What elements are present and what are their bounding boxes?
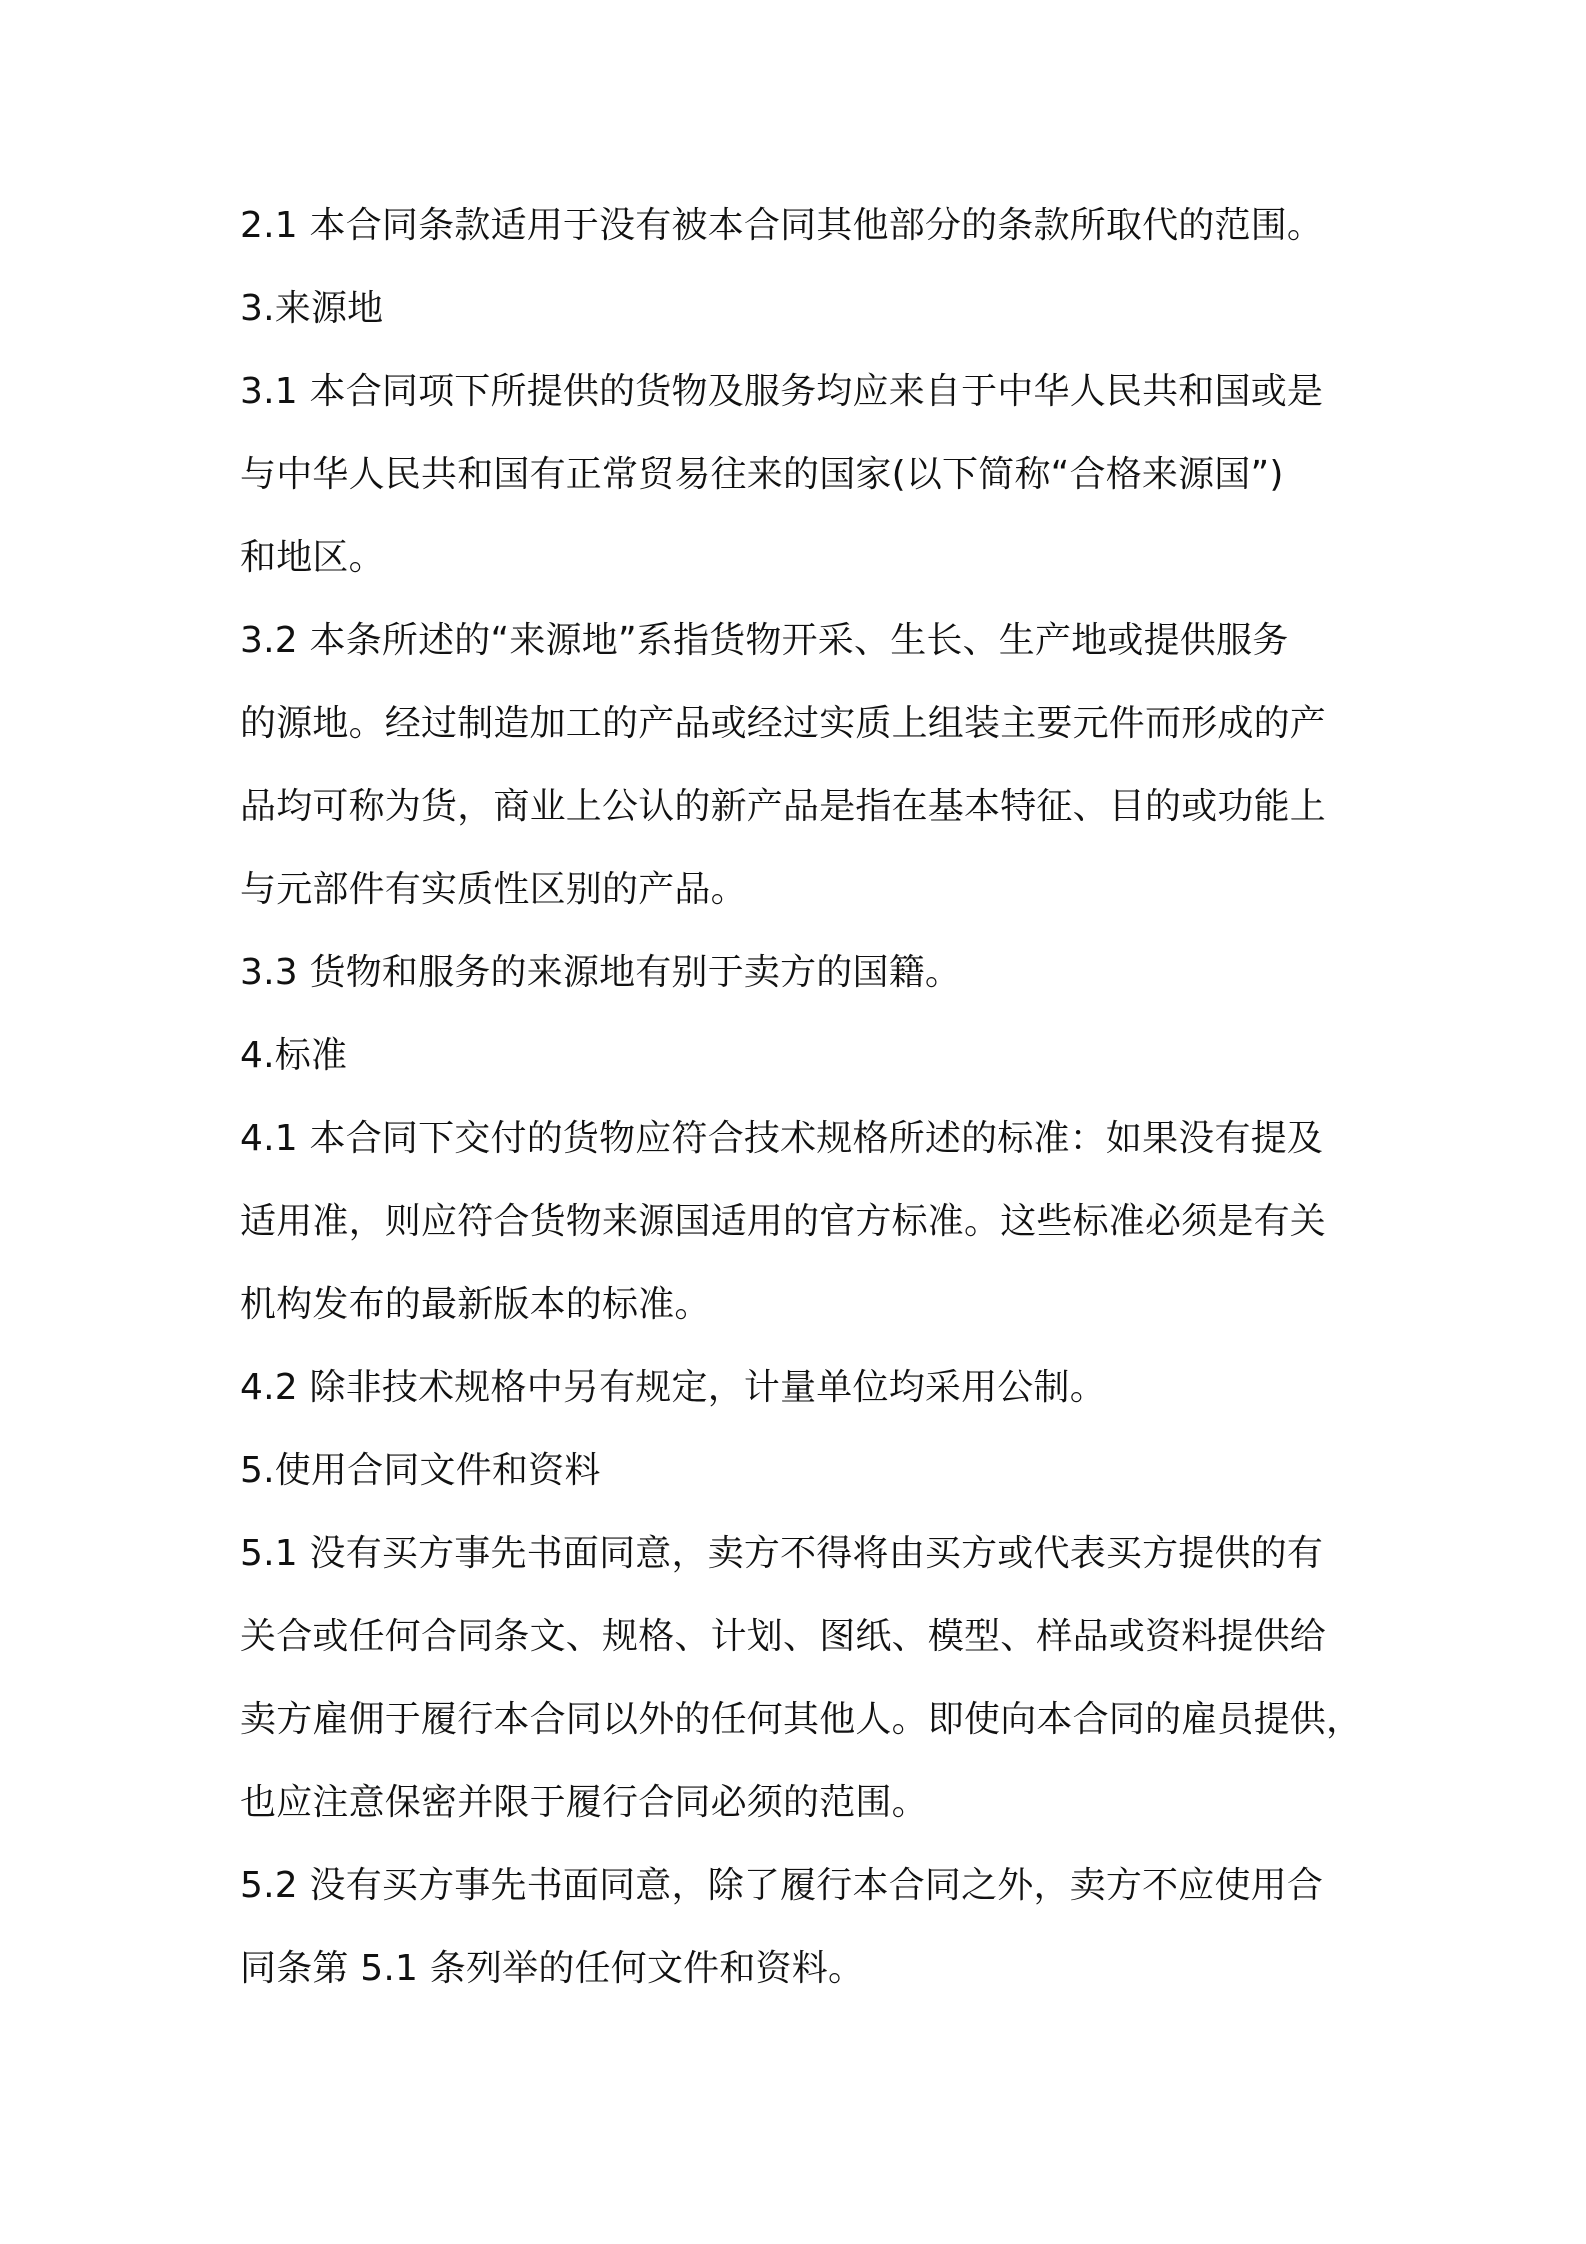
clause-2-1-line-1: 2.1 本合同条款适用于没有被本合同其他部分的条款所取代的范围。: [240, 205, 1324, 246]
clause-3-2-line-1: 3.2 本条所述的“来源地”系指货物开采、生长、生产地或提供服务: [240, 620, 1289, 661]
section-4-heading: 4.标准: [240, 1035, 348, 1076]
section-5-heading: 5.使用合同文件和资料: [240, 1450, 601, 1491]
clause-4-1-line-2: 适用准，则应符合货物来源国适用的官方标准。这些标准必须是有关: [240, 1201, 1327, 1242]
clause-3-3-line-1: 3.3 货物和服务的来源地有别于卖方的国籍。: [240, 952, 962, 993]
clause-5-2-line-2: 同条第 5.1 条列举的任何文件和资料。: [240, 1948, 865, 1989]
clause-3-2-line-2: 的源地。经过制造加工的产品或经过实质上组装主要元件而形成的产: [240, 703, 1327, 744]
clause-5-1-line-2: 关合或任何合同条文、规格、计划、图纸、模型、样品或资料提供给: [240, 1616, 1327, 1657]
clause-4-1-line-3: 机构发布的最新版本的标准。: [240, 1284, 711, 1325]
clause-4-1-line-1: 4.1 本合同下交付的货物应符合技术规格所述的标准：如果没有提及: [240, 1118, 1324, 1159]
clause-5-2-line-1: 5.2 没有买方事先书面同意，除了履行本合同之外，卖方不应使用合: [240, 1865, 1324, 1906]
clause-5-1-line-4: 也应注意保密并限于履行合同必须的范围。: [240, 1782, 928, 1823]
clause-3-1-line-3: 和地区。: [240, 537, 385, 578]
clause-3-1-line-1: 3.1 本合同项下所提供的货物及服务均应来自于中华人民共和国或是: [240, 371, 1324, 412]
section-3-heading: 3.来源地: [240, 288, 384, 329]
clause-5-1-line-1: 5.1 没有买方事先书面同意，卖方不得将由买方或代表买方提供的有: [240, 1533, 1324, 1574]
clause-5-1-line-3: 卖方雇佣于履行本合同以外的任何其他人。即使向本合同的雇员提供，: [240, 1699, 1363, 1740]
clause-3-2-line-3: 品均可称为货，商业上公认的新产品是指在基本特征、目的或功能上: [240, 786, 1327, 827]
clause-3-2-line-4: 与元部件有实质性区别的产品。: [240, 869, 747, 910]
clause-3-1-line-2: 与中华人民共和国有正常贸易往来的国家(以下简称“合格来源国”): [240, 454, 1284, 495]
clause-4-2-line-1: 4.2 除非技术规格中另有规定，计量单位均采用公制。: [240, 1367, 1106, 1408]
